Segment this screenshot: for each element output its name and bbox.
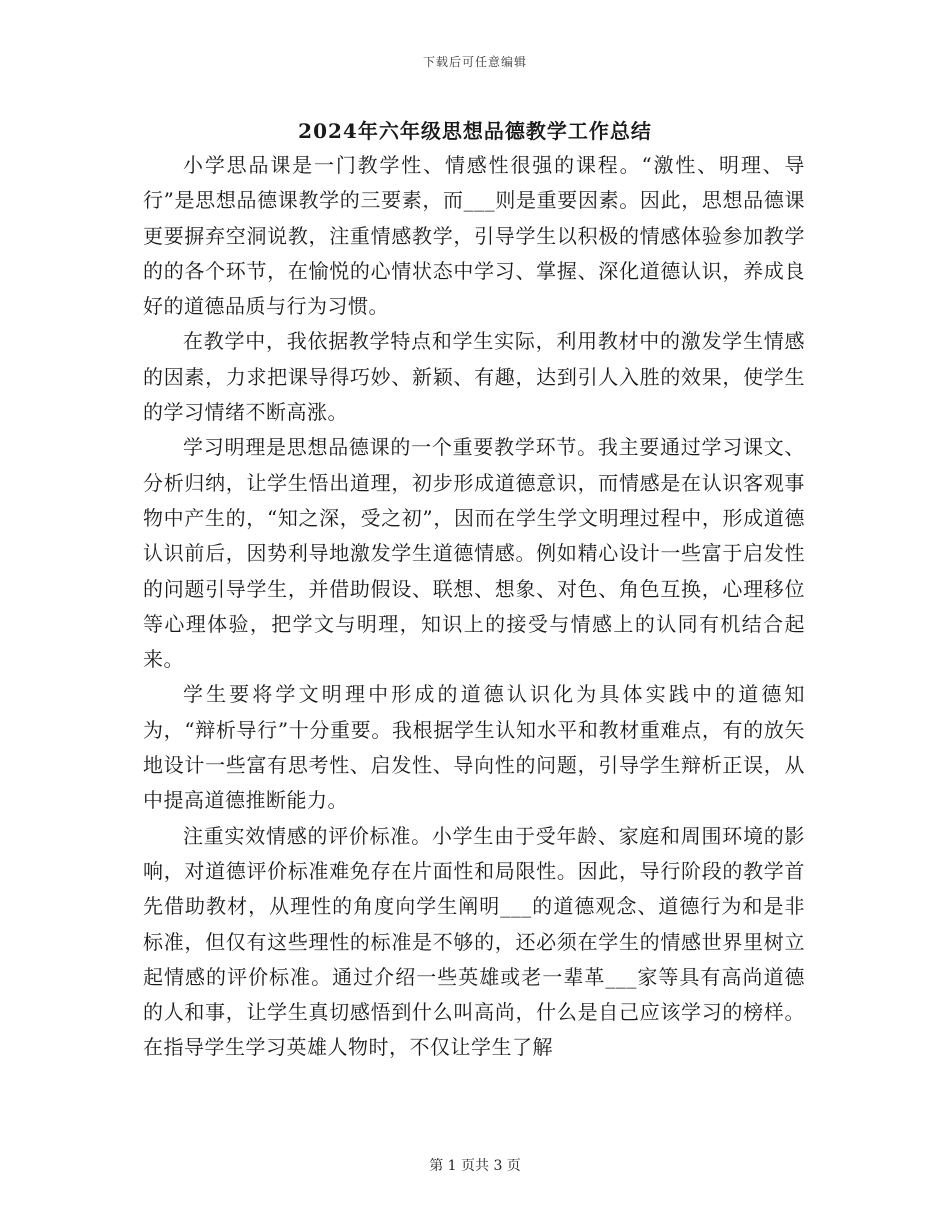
paragraph-1: 小学思品课是一门教学性、情感性很强的课程。“激性、明理、导行”是思想品德课教学的三要素，而___则是重要因素。因此，思想品德课更要摒弃空洞说教，注重情感教学，引导学生以积极的情感体验参加教学的的各个环节，在愉悦的心情状态中学习、掌握、深化道德认识，养成良好的道德品质与行为习惯。 — [143, 153, 805, 319]
paragraph-4: 学生要将学文明理中形成的道德认识化为具体实践中的道德知为，“辩析导行”十分重要。我根据学生认知水平和教材重难点，有的放矢地设计一些富有思考性、启发性、导向性的问题，引导学生辩析正误，从中提高道德推断能力。 — [143, 682, 805, 813]
paragraph-3: 学习明理是思想品德课的一个重要教学环节。我主要通过学习课文、分析归纳，让学生悟出道理，初步形成道德意识，而情感是在认识客观事物中产生的，“知之深，受之初”，因而在学生学文明理过程中，形成道德认识前后，因势利导地激发学生道德情感。例如精心设计一些富于启发性的问题引导学生，并借助假设、联想、想象、对色、角色互换，心理移位等心理体验，把学文与明理，知识上的接受与情感上的认同有机结合起来。 — [143, 435, 805, 672]
document-title: 2024年六年级思想品德教学工作总结 — [298, 119, 652, 143]
header-note: 下载后可任意编辑 — [422, 55, 527, 69]
paragraph-2: 在教学中，我依据教学特点和学生实际，利用教材中的激发学生情感的因素，力求把课导得巧妙、新颖、有趣，达到引人入胜的效果，使学生的学习情绪不断高涨。 — [143, 329, 805, 425]
paragraph-5: 注重实效情感的评价标准。小学生由于受年龄、家庭和周围环境的影响，对道德评价标准难免存在片面性和局限性。因此，导行阶段的教学首先借助教材，从理性的角度向学生阐明___的道德观念、道德行为和是非标准，但仅有这些理性的标准是不够的，还必须在学生的情感世界里树立起情感的评价标准。通过介绍一些英雄或老一辈革___家等具有高尚道德的人和事，让学生真切感悟到什么叫高尚，什么是自己应该学习的榜样。在指导学生学习英雄人物时，不仅让学生了解 — [143, 823, 805, 1060]
document-body — [143, 148, 805, 1066]
page-number: 第 1 页共 3 页 — [429, 1158, 521, 1174]
